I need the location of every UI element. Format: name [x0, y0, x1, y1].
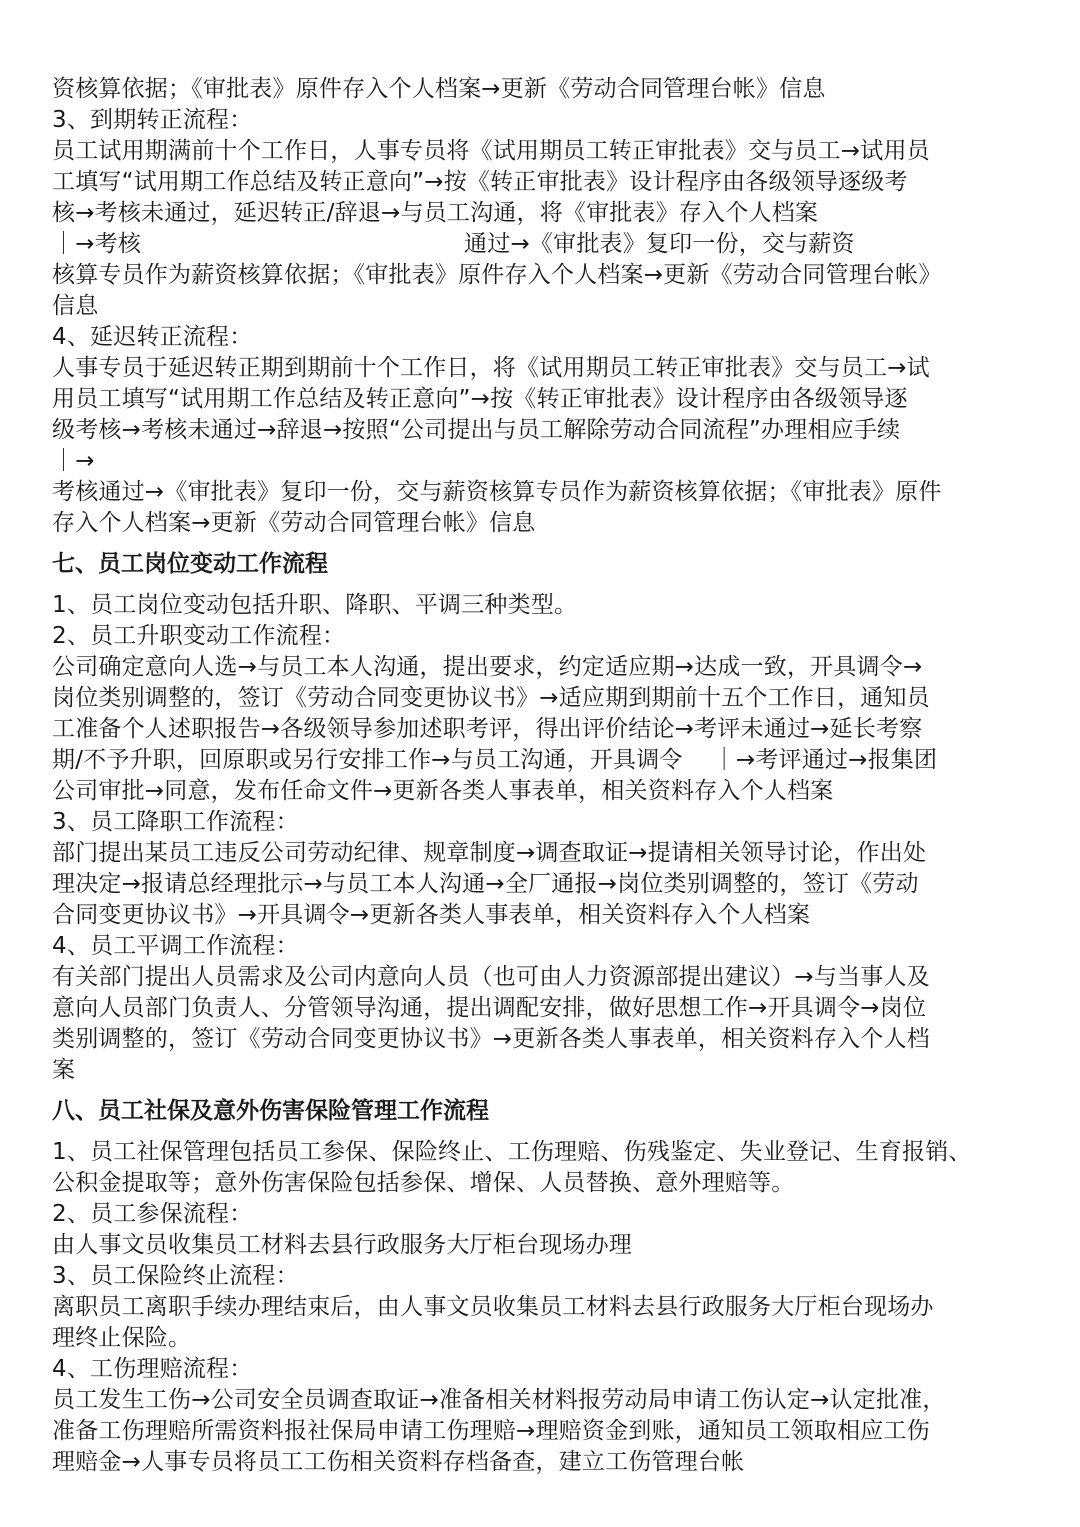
text-line: 4、员工平调工作流程：	[52, 933, 299, 959]
text-line: 3、员工保险终止流程：	[52, 1263, 299, 1289]
text-line: 案	[52, 1057, 76, 1083]
text-line: 公积金提取等；意外伤害保险包括参保、增保、人员替换、意外理赔等。	[52, 1170, 795, 1196]
text-line: 有关部门提出人员需求及公司内意向人员（也可由人力资源部提出建议）→与当事人及	[52, 964, 930, 990]
text-line: 公司审批→同意，发布任命文件→更新各类人事表单，相关资料存入个人档案	[52, 778, 834, 804]
text-line: 员工发生工伤→公司安全员调查取证→准备相关材料报劳动局申请工伤认定→认定批准，	[52, 1387, 946, 1413]
text-line: 考核通过→《审批表》复印一份，交与薪资核算专员作为薪资核算依据；《审批表》原件	[52, 479, 942, 505]
text-line: 理决定→报请总经理批示→与员工本人沟通→全厂通报→岗位类别调整的，签订《劳动	[52, 871, 919, 897]
document-page	[52, 74, 1032, 1478]
text-line: 级考核→考核未通过→辞退→按照“公司提出与员工解除劳动合同流程”办理相应手续	[52, 417, 901, 443]
text-line: 存入个人档案→更新《劳动合同管理台帐》信息	[52, 510, 536, 536]
text-line: 工填写“试用期工作总结及转正意向”→按《转正审批表》设计程序由各级领导逐级考	[52, 169, 908, 195]
text-line: 信息	[52, 293, 99, 319]
text-line: 岗位类别调整的，签订《劳动合同变更协议书》→适应期到期前十五个工作日，通知员	[52, 685, 930, 711]
text-line: 核算专员作为薪资核算依据；《审批表》原件存入个人档案→更新《劳动合同管理台帐》	[52, 262, 942, 288]
text-line: 意向人员部门负责人、分管领导沟通，提出调配安排，做好思想工作→开具调令→岗位	[52, 995, 927, 1021]
text-line: 1、员工社保管理包括员工参保、保险终止、工伤理赔、伤残鉴定、失业登记、生育报销、	[52, 1139, 972, 1165]
text-line: 人事专员于延迟转正期到期前十个工作日，将《试用期员工转正审批表》交与员工→试	[52, 355, 930, 381]
text-line: 用员工填写“试用期工作总结及转正意向”→按《转正审批表》设计程序由各级领导逐	[52, 386, 908, 412]
text-line: 3、到期转正流程：	[52, 107, 253, 133]
text-line: 2、员工升职变动工作流程：	[52, 623, 346, 649]
text-line: 部门提出某员工违反公司劳动纪律、规章制度→调查取证→提请相关领导讨论，作出处	[52, 840, 927, 866]
text-line: 合同变更协议书》→开具调令→更新各类人事表单，相关资料存入个人档案	[52, 902, 811, 928]
text-line: 资核算依据；《审批表》原件存入个人档案→更新《劳动合同管理台帐》信息	[52, 76, 826, 102]
text-line: 理终止保险。	[52, 1325, 192, 1351]
section-block-b	[52, 590, 1032, 1086]
text-line: 核→考核未通过，延迟转正/辞退→与员工沟通，将《审批表》存入个人档案	[52, 200, 819, 226]
text-line: 公司确定意向人选→与员工本人沟通，提出要求，约定适应期→达成一致，开具调令→	[52, 654, 923, 680]
text-line: ｜→	[52, 448, 95, 474]
text-line: 期/不予升职，回原职或另行安排工作→与员工沟通，开具调令 ｜→考评通过→报集团	[52, 747, 938, 773]
text-line: 理赔金→人事专员将员工工伤相关资料存档备查，建立工伤管理台帐	[52, 1449, 745, 1475]
section-heading-7: 七、员工岗位变动工作流程	[52, 551, 328, 577]
text-line: 4、延迟转正流程：	[52, 324, 253, 350]
text-line: 员工试用期满前十个工作日，人事专员将《试用期员工转正审批表》交与员工→试用员	[52, 138, 930, 164]
section-block-c	[52, 1137, 1032, 1478]
text-line: 4、工伤理赔流程：	[52, 1356, 253, 1382]
text-line: 2、员工参保流程：	[52, 1201, 253, 1227]
section-heading-8: 八、员工社保及意外伤害保险管理工作流程	[52, 1098, 489, 1124]
text-line: 准备工伤理赔所需资料报社保局申请工伤理赔→理赔资金到账，通知员工领取相应工伤	[52, 1418, 930, 1444]
text-line: ｜→考核 通过→《审批表》复印一份，交与薪资	[52, 231, 855, 257]
section-block-a	[52, 74, 1032, 539]
text-line: 3、员工降职工作流程：	[52, 809, 299, 835]
text-line: 工准备个人述职报告→各级领导参加述职考评，得出评价结论→考评未通过→延长考察	[52, 716, 923, 742]
text-line: 由人事文员收集员工材料去县行政服务大厅柜台现场办理	[52, 1232, 632, 1258]
text-line: 类别调整的，签订《劳动合同变更协议书》→更新各类人事表单，相关资料存入个人档	[52, 1026, 930, 1052]
text-line: 1、员工岗位变动包括升职、降职、平调三种类型。	[52, 592, 578, 618]
text-line: 离职员工离职手续办理结束后，由人事文员收集员工材料去县行政服务大厅柜台现场办	[52, 1294, 934, 1320]
